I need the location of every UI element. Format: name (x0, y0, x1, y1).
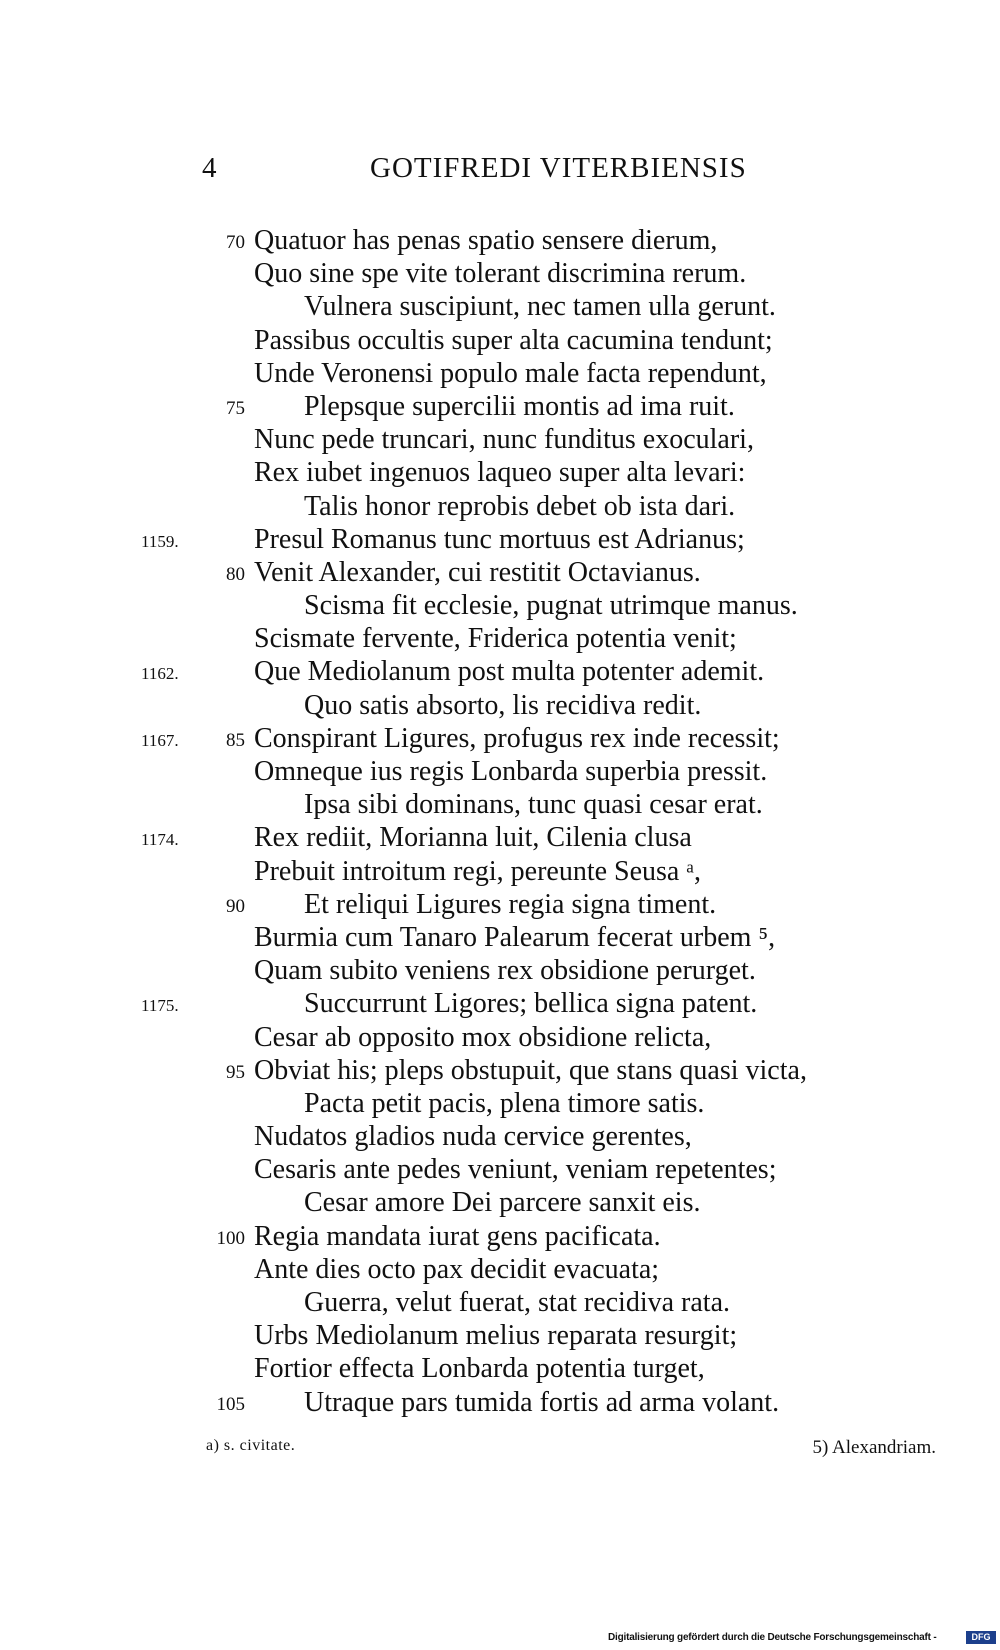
verse-text: Quo sine spe vite tolerant discrimina rerum. (254, 258, 747, 290)
verse-line (0, 224, 1000, 257)
line-number: 75 (226, 397, 245, 419)
verse-line (0, 357, 1000, 390)
verse-text: Nudatos gladios nuda cervice gerentes, (254, 1121, 692, 1153)
verse-text: Cesar amore Dei parcere sanxit eis. (304, 1187, 701, 1219)
verse-line (0, 324, 1000, 357)
margin-year: 1167. (141, 730, 179, 750)
verse-line (0, 921, 1000, 954)
verse-line (0, 556, 1000, 589)
verse-text: Que Mediolanum post multa potenter ademit. (254, 656, 765, 688)
verse-text: Ante dies octo pax decidit evacuata; (254, 1253, 660, 1285)
dfg-logo: DFG (966, 1631, 996, 1644)
verse-line (0, 788, 1000, 821)
verse-line (0, 755, 1000, 788)
verse-text: Omneque ius regis Lonbarda superbia pressit. (254, 756, 768, 787)
footnote-5: 5) Alexandriam. (812, 1437, 936, 1458)
verse-text: Ipsa sibi dominans, tunc quasi cesar erat. (304, 789, 763, 821)
verse-text: Regia mandata iurat gens pacificata. (254, 1220, 661, 1252)
verse-line (0, 1253, 1000, 1286)
verse-line (0, 1087, 1000, 1120)
verse-text: Unde Veronensi populo male facta rependunt, (254, 357, 767, 389)
margin-year: 1162. (141, 664, 179, 684)
verse-line (0, 1352, 1000, 1385)
verse-text: Venit Alexander, cui restitit Octavianus. (254, 556, 701, 588)
verse-text: Plepsque supercilii montis ad ima ruit. (304, 390, 735, 422)
verse-block (0, 224, 1000, 1419)
verse-text: Scismate fervente, Friderica potentia venit; (254, 623, 737, 655)
verse-text: Cesaris ante pedes veniunt, veniam repetentes; (254, 1154, 777, 1186)
verse-line (0, 589, 1000, 622)
verse-line (0, 490, 1000, 523)
verse-text: Vulnera suscipiunt, nec tamen ulla gerunt. (304, 291, 776, 323)
line-number: 70 (226, 232, 245, 253)
verse-line (0, 456, 1000, 489)
verse-line (0, 290, 1000, 323)
verse-line (0, 1286, 1000, 1319)
verse-text: Urbs Mediolanum melius reparata resurgit; (254, 1320, 738, 1352)
verse-line (0, 1386, 1000, 1419)
verse-text: Nunc pede truncari, nunc funditus exoculari, (254, 424, 754, 456)
verse-text: Presul Romanus tunc mortuus est Adrianus; (254, 523, 745, 555)
verse-line (0, 689, 1000, 722)
verse-text: Prebuit introitum regi, pereunte Seusa ᵃ, (254, 855, 702, 887)
verse-line (0, 423, 1000, 456)
verse-text: Burmia cum Tanaro Palearum fecerat urbem ⁵, (254, 921, 776, 953)
verse-line (0, 523, 1000, 556)
line-number: 85 (226, 729, 245, 751)
verse-line (0, 1319, 1000, 1352)
verse-text: Pacta petit pacis, plena timore satis. (304, 1087, 705, 1119)
verse-text: Guerra, velut fuerat, stat recidiva rata. (304, 1287, 731, 1318)
page-number: 4 (202, 152, 217, 184)
margin-year: 1174. (141, 830, 179, 850)
verse-text: Obviat his; pleps obstupuit, que stans quasi victa, (254, 1054, 807, 1086)
margin-year: 1159. (141, 531, 179, 551)
verse-text: Rex iubet ingenuos laqueo super alta levari: (254, 457, 746, 489)
page-header (0, 152, 1000, 192)
verse-text: Et reliqui Ligures regia signa timent. (304, 888, 717, 920)
verse-line (0, 1021, 1000, 1054)
verse-line (0, 888, 1000, 921)
verse-text: Succurrunt Ligores; bellica signa patent. (304, 988, 758, 1020)
running-title: GOTIFREDI VITERBIENSIS (370, 152, 747, 184)
margin-year: 1175. (141, 996, 179, 1016)
verse-text: Quo satis absorto, lis recidiva redit. (304, 689, 702, 721)
verse-text: Quatuor has penas spatio sensere dierum, (254, 225, 718, 256)
verse-line (0, 1054, 1000, 1087)
verse-line (0, 855, 1000, 888)
verse-line (0, 622, 1000, 655)
verse-line (0, 821, 1000, 854)
verse-text: Fortior effecta Lonbarda potentia turget, (254, 1353, 705, 1385)
verse-text: Cesar ab opposito mox obsidione relicta, (254, 1021, 712, 1053)
verse-line (0, 257, 1000, 290)
line-number: 105 (216, 1393, 245, 1415)
verse-text: Passibus occultis super alta cacumina tendunt; (254, 324, 773, 356)
line-number: 80 (226, 563, 245, 585)
verse-text: Conspirant Ligures, profugus rex inde recessit; (254, 722, 780, 754)
verse-line (0, 987, 1000, 1020)
verse-line (0, 1120, 1000, 1153)
line-number: 100 (216, 1227, 245, 1249)
line-number: 95 (226, 1061, 245, 1083)
verse-line (0, 655, 1000, 688)
verse-text: Scisma fit ecclesie, pugnat utrimque manus. (304, 590, 798, 622)
line-number: 90 (226, 895, 245, 917)
verse-line (0, 1186, 1000, 1219)
verse-text: Rex rediit, Morianna luit, Cilenia clusa (254, 822, 692, 854)
verse-line (0, 722, 1000, 755)
verse-line (0, 1220, 1000, 1253)
footnotes (0, 1437, 1000, 1461)
verse-line (0, 954, 1000, 987)
footnote-a: a) s. civitate. (206, 1437, 296, 1454)
digitization-credit: Digitalisierung gefördert durch die Deutsche Forschungsgemeinschaft - (608, 1632, 937, 1643)
verse-line (0, 390, 1000, 423)
verse-text: Utraque pars tumida fortis ad arma volant. (304, 1386, 780, 1418)
verse-text: Quam subito veniens rex obsidione perurget. (254, 955, 756, 987)
verse-line (0, 1153, 1000, 1186)
verse-text: Talis honor reprobis debet ob ista dari. (304, 490, 736, 522)
